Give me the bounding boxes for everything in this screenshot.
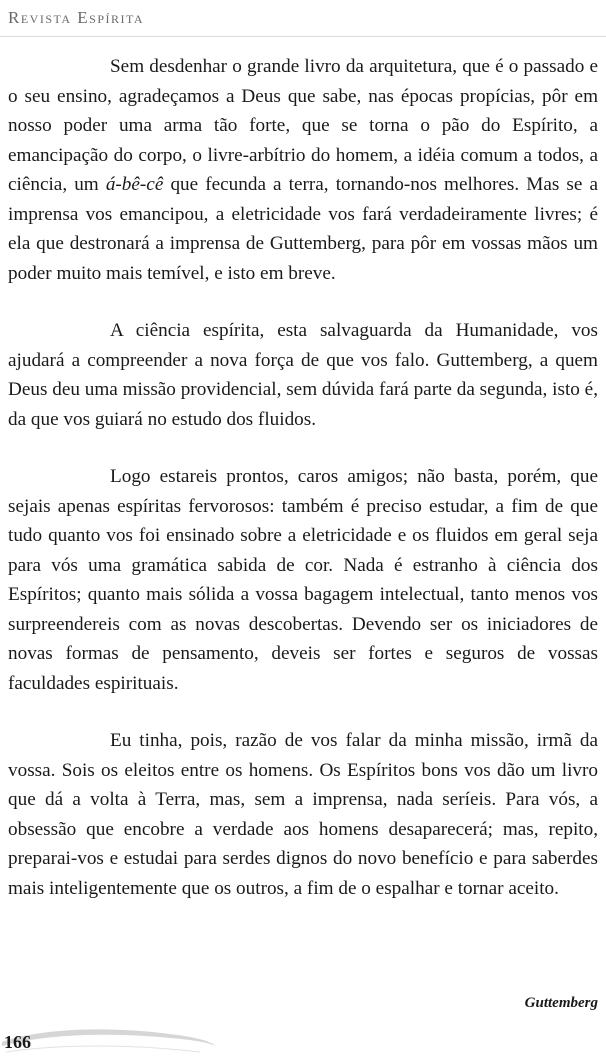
paragraph-1 bbox=[8, 52, 598, 288]
paragraph-1-text-end: que fecunda a terra, tornando-nos melhores. Mas se a imprensa vos emancipou, a eletricidade vos fará verdadeiramente livres; é ela que destronará a imprensa de Guttemberg, para pôr em vossas mãos um poder muito mais temível, e isto em breve. bbox=[8, 174, 598, 284]
paragraph-3: Logo estareis prontos, caros amigos; não basta, porém, que sejais apenas espíritas fervorosos: também é preciso estudar, a fim de que tudo quanto vos foi ensinado sobre a eletricidade e os fluidos em geral seja para vós uma gramática sabida de cor. Nada é estranho à ciência dos Espíritos; quanto mais sólida a vossa bagagem intelectual, tanto menos vos surpreendereis com as novas descobertas. Devendo ser os iniciadores de novas formas de pensamento, deveis ser fortes e seguros de vossas faculdades espirituais. bbox=[8, 466, 598, 694]
paragraph-1-emphasis: á-bê-cê bbox=[105, 174, 164, 195]
paragraph-4: Eu tinha, pois, razão de vos falar da minha missão, irmã da vossa. Sois os eleitos entre os homens. Os Espíritos bons vos dão um livro que dá a volta à Terra, mas, sem a imprensa, nada seríeis. Para vós, a obsessão que encobre a verdade aos homens desaparecerá; mas, repito, preparai-vos e estudai para serdes dignos do novo benefício e para saberdes mais inteligentemente que os outros, a fim de o espalhar e tornar aceito. bbox=[8, 730, 598, 899]
page-swoosh-ornament bbox=[0, 1022, 220, 1060]
body-text bbox=[8, 52, 598, 903]
signature: Guttemberg bbox=[524, 995, 598, 1011]
paragraph-2: A ciência espírita, esta salvaguarda da Humanidade, vos ajudará a compreender a nova força de que vos falo. Guttemberg, a quem Deus deu uma missão providencial, sem dúvida fará parte da segunda, isto é, da que vos guiará no estudo dos fluidos. bbox=[8, 320, 598, 430]
header-rule bbox=[0, 36, 606, 37]
paragraph-1-text: Sem desdenhar o grande livro da arquitetura, que é o passado e o seu ensino, agradeçamos a Deus que sabe, nas épocas propícias, pôr em nosso poder uma arma tão forte, que se torna o pão do Espírito, a emancipação do corpo, o livre-arbítrio do homem, a idéia comum a todos, a ciência, um bbox=[8, 56, 598, 195]
page-number: 166 bbox=[4, 1032, 31, 1052]
running-header: Revista Espírita bbox=[8, 8, 145, 27]
